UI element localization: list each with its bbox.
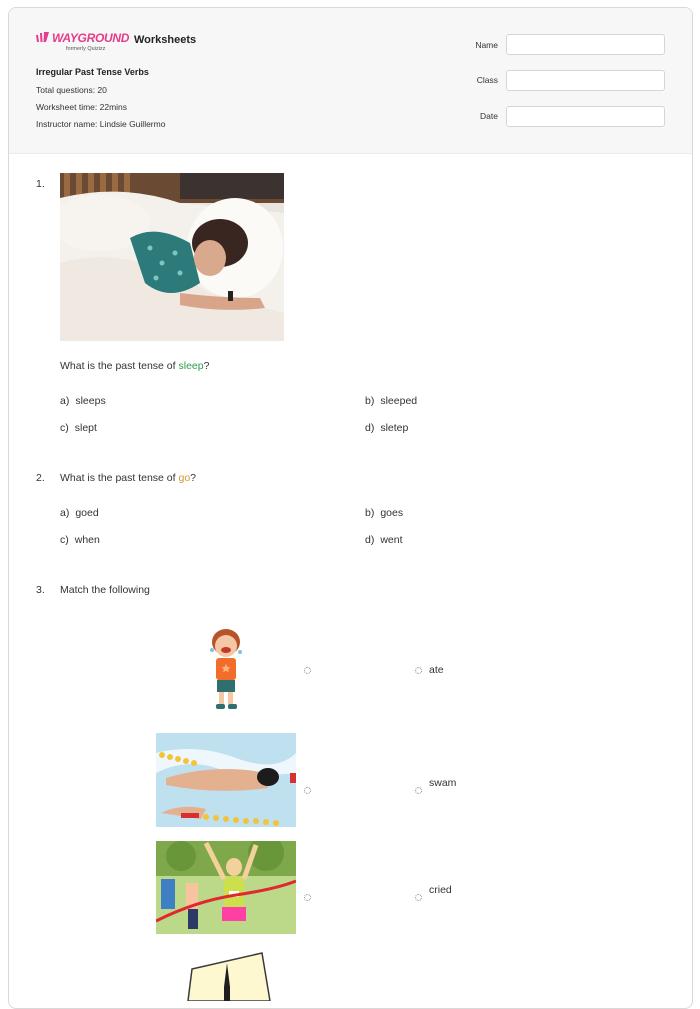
sleeping-woman-image [60, 173, 284, 341]
runner-finish-line-image [156, 841, 296, 934]
right-match-radio-2[interactable] [415, 787, 422, 794]
question-prompt: What is the past tense of sleep? [60, 360, 210, 372]
highlighted-word: sleep [178, 360, 204, 372]
logo-subtext: formerly Quizizz [66, 46, 106, 52]
class-label: Class [476, 75, 498, 85]
right-match-radio-1[interactable] [415, 667, 422, 674]
worksheet-page [8, 7, 693, 1009]
option-c[interactable]: c) when [60, 534, 100, 546]
match-answer-2: swam [429, 777, 457, 789]
option-a[interactable]: a) goed [60, 507, 99, 519]
option-b[interactable]: b) sleeped [365, 395, 418, 407]
option-a[interactable]: a) sleeps [60, 395, 106, 407]
match-answer-3: cried [429, 884, 452, 896]
left-match-radio-2[interactable] [304, 787, 311, 794]
name-field[interactable] [506, 34, 665, 55]
left-match-radio-1[interactable] [304, 667, 311, 674]
option-b[interactable]: b) goes [365, 507, 404, 519]
worksheet-header [9, 8, 692, 154]
class-field[interactable] [506, 70, 665, 91]
question-prompt: Match the following [60, 584, 150, 596]
highlighted-word: go [178, 472, 191, 484]
date-label: Date [480, 111, 498, 121]
question-number: 1. [36, 178, 45, 190]
question-number: 2. [36, 472, 45, 484]
worksheet-title: Irregular Past Tense Verbs [36, 67, 149, 77]
question-prompt: What is the past tense of go? [60, 472, 197, 484]
swimmer-image [156, 733, 296, 827]
wayground-logo: WAYGROUND [36, 31, 129, 45]
option-c[interactable]: c) slept [60, 422, 97, 434]
left-match-radio-3[interactable] [304, 894, 311, 901]
product-name: Worksheets [134, 34, 197, 46]
paper-note-image [184, 951, 274, 1001]
match-answer-1: ate [429, 664, 444, 676]
question-number: 3. [36, 584, 45, 596]
option-d[interactable]: d) sletep [365, 422, 409, 434]
logo-mark-icon [36, 31, 50, 45]
date-field[interactable] [506, 106, 665, 127]
crying-boy-image [204, 626, 249, 712]
name-label: Name [475, 40, 498, 50]
total-questions: Total questions: 20 [36, 85, 107, 95]
right-match-radio-3[interactable] [415, 894, 422, 901]
option-d[interactable]: d) went [365, 534, 403, 546]
instructor-name: Instructor name: Lindsie Guillermo [36, 119, 166, 129]
worksheet-time: Worksheet time: 22mins [36, 102, 128, 112]
